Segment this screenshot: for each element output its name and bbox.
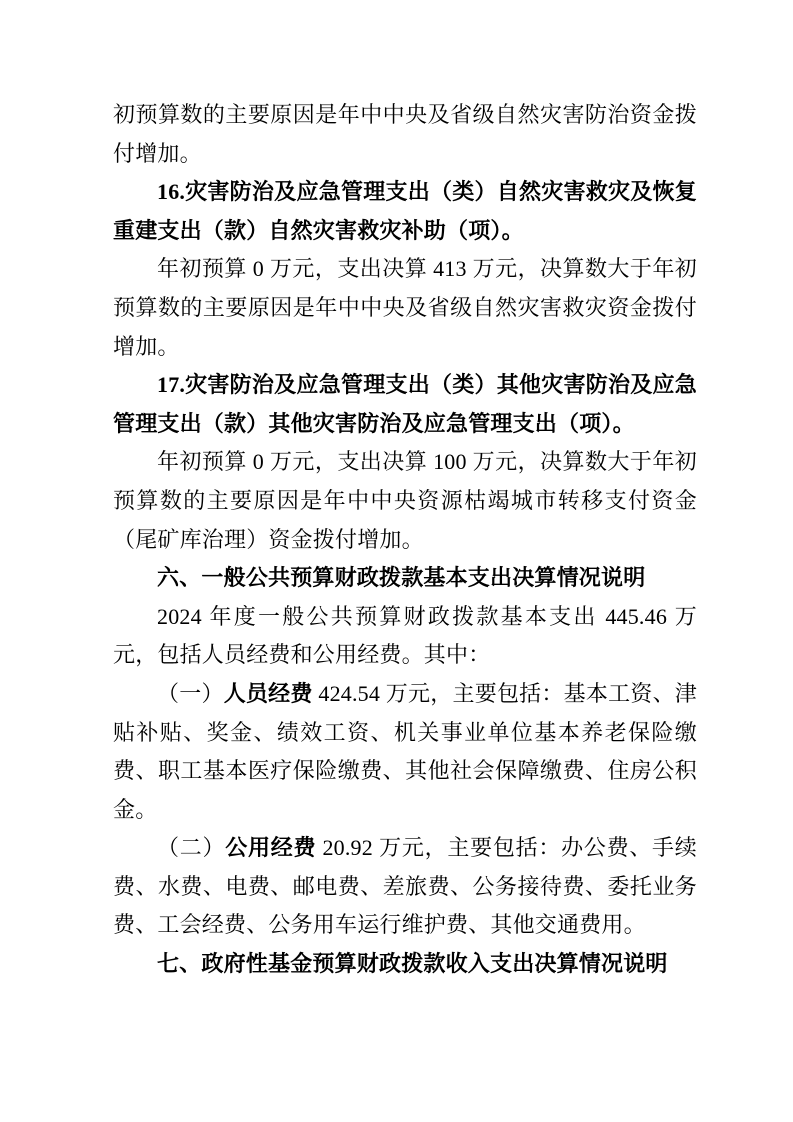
item-16-explanation-paragraph: 年初预算 0 万元，支出决算 413 万元，决算数大于年初预算数的主要原因是年中中央及省级自然灾害救灾资金拨付增加。	[113, 256, 697, 359]
item-17-heading: 17.灾害防治及应急管理支出（类）其他灾害防治及应急管理支出（款）其他灾害防治及应急管理支出（项）。	[113, 372, 697, 436]
section-six-heading: 六、一般公共预算财政拨款基本支出决算情况说明	[157, 565, 646, 591]
item-17-explanation-paragraph: 年初预算 0 万元，支出决算 100 万元，决算数大于年初预算数的主要原因是年中中央资源枯竭城市转移支付资金（尾矿库治理）资金拨付增加。	[113, 449, 697, 552]
section-seven-heading: 七、政府性基金预算财政拨款收入支出决算情况说明	[157, 951, 668, 977]
personnel-expense-detail: 424.54 万元，主要包括：基本工资、津贴补贴、奖金、绩效工资、机关事业单位基本养老保险缴费、职工基本医疗保险缴费、其他社会保障缴费、住房公积金。	[113, 680, 697, 822]
paragraph-disaster-prevention-funds-continuation: 初预算数的主要原因是年中中央及省级自然灾害防治资金拨付增加。	[113, 102, 697, 166]
public-expense-detail: 20.92 万元，主要包括：办公费、手续费、水费、电费、邮电费、差旅费、公务接待费、委托业务费、工会经费、公务用车运行维护费、其他交通费用。	[113, 835, 698, 938]
item-16-heading: 16.灾害防治及应急管理支出（类）自然灾害救灾及恢复重建支出（款）自然灾害救灾补助（项）。	[113, 179, 697, 243]
document-content	[113, 96, 697, 984]
public-expense-label: 公用经费	[225, 835, 317, 861]
basic-expenditure-summary-paragraph: 2024 年度一般公共预算财政拨款基本支出 445.46 万元，包括人员经费和公用经费。其中：	[113, 603, 697, 668]
personnel-expense-prefix: （一）	[157, 680, 224, 706]
public-expense-paragraph	[113, 829, 697, 945]
personnel-expense-paragraph	[113, 675, 697, 829]
public-expense-prefix: （二）	[157, 835, 226, 861]
personnel-expense-label: 人员经费	[223, 680, 313, 706]
